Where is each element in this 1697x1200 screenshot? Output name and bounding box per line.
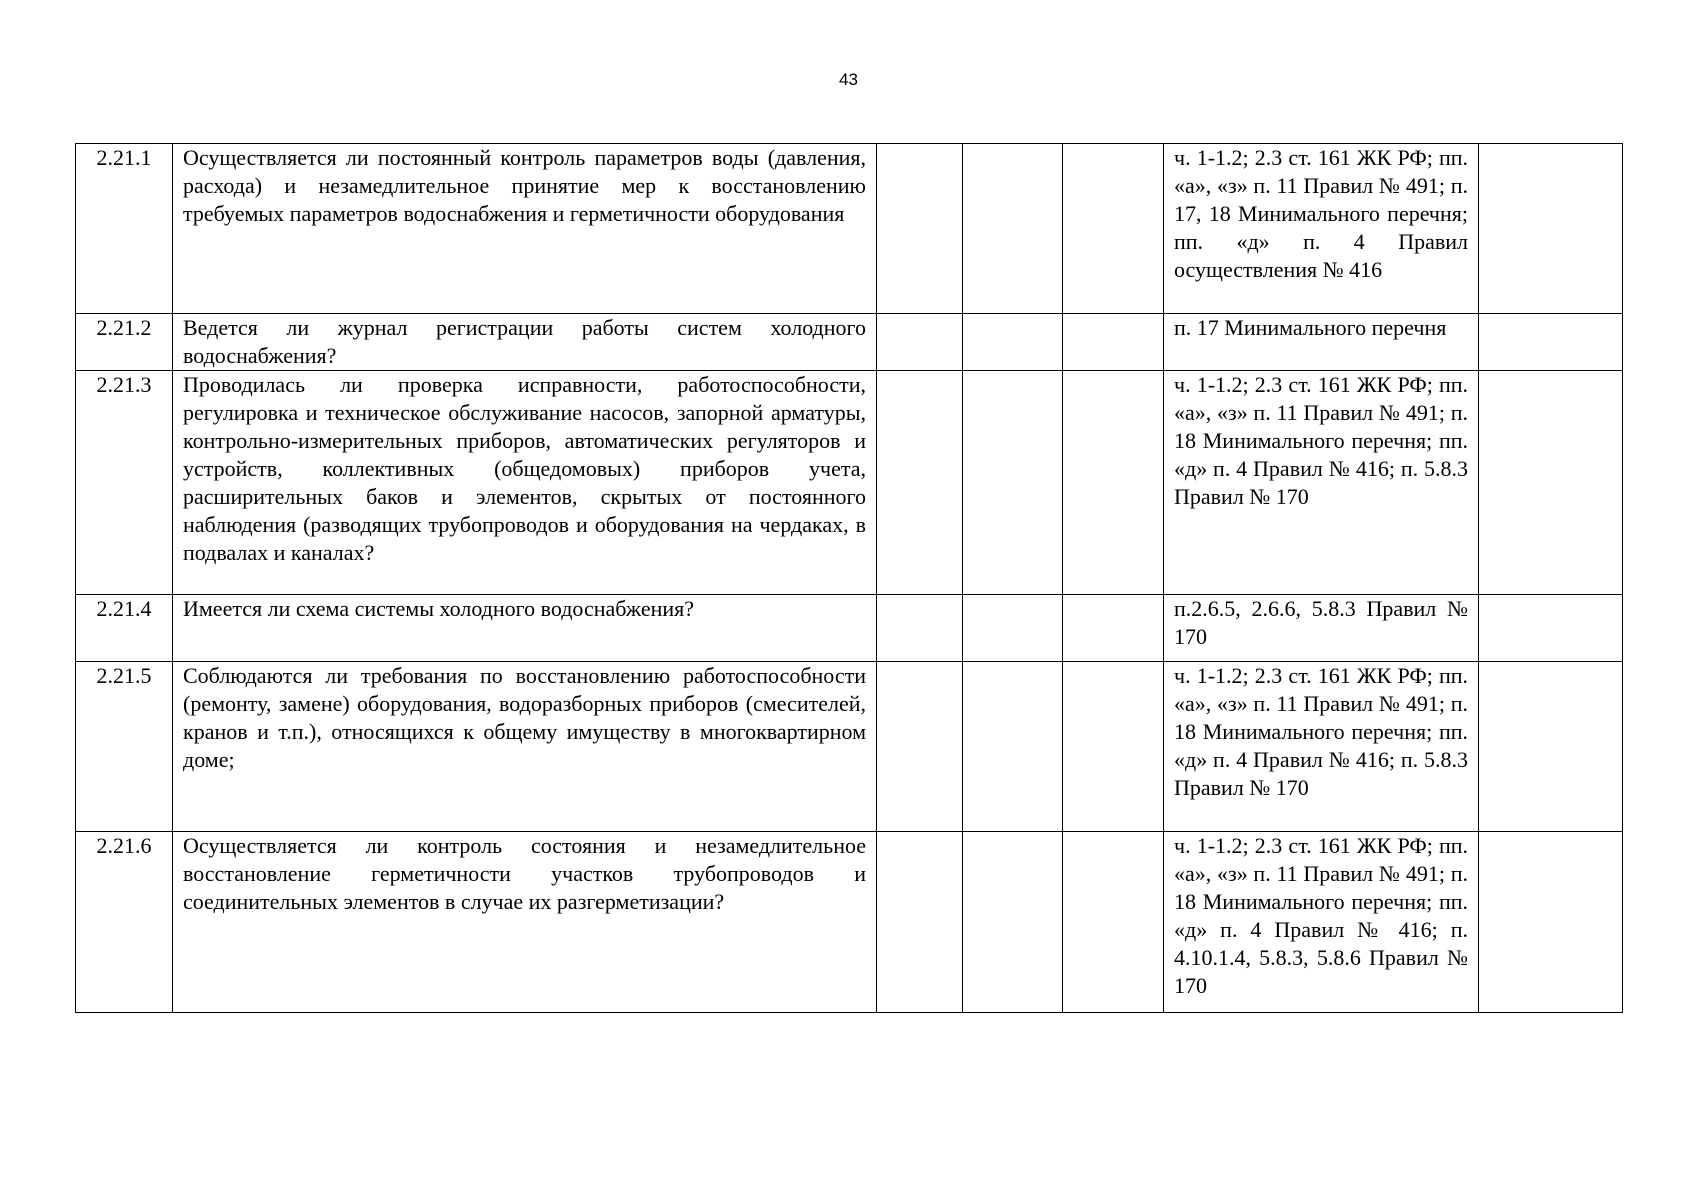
answer-na-cell xyxy=(1063,595,1164,662)
answer-no-cell xyxy=(963,595,1063,662)
table-row xyxy=(76,595,1623,662)
row-number: 2.21.5 xyxy=(76,662,173,832)
legal-reference: п. 17 Минимального перечня xyxy=(1164,314,1479,371)
row-number: 2.21.1 xyxy=(76,144,173,314)
question-text: Ведется ли журнал регистрации работы систем холодного водоснабжения? xyxy=(173,314,877,371)
answer-na-cell xyxy=(1063,832,1164,1013)
table-row xyxy=(76,144,1623,314)
question-text: Осуществляется ли постоянный контроль параметров воды (давления, расхода) и незамедлительное принятие мер к восстановлению требуемых параметров водоснабжения и герметичности оборудования xyxy=(173,144,877,314)
legal-reference: ч. 1-1.2; 2.3 ст. 161 ЖК РФ; пп. «а», «з» п. 11 Правил № 491; п. 18 Минимального перечня; пп. «д» п. 4 Правил № 416; п. 5.8.3 Правил № 170 xyxy=(1164,662,1479,832)
answer-yes-cell xyxy=(877,662,963,832)
legal-reference: ч. 1-1.2; 2.3 ст. 161 ЖК РФ; пп. «а», «з» п. 11 Правил № 491; п. 18 Минимального перечня; пп. «д» п. 4 Правил № 416; п. 5.8.3 Правил № 170 xyxy=(1164,371,1479,595)
note-cell xyxy=(1479,595,1623,662)
answer-yes-cell xyxy=(877,371,963,595)
note-cell xyxy=(1479,314,1623,371)
answer-na-cell xyxy=(1063,314,1164,371)
answer-no-cell xyxy=(963,662,1063,832)
answer-no-cell xyxy=(963,371,1063,595)
note-cell xyxy=(1479,144,1623,314)
legal-reference: ч. 1-1.2; 2.3 ст. 161 ЖК РФ; пп. «а», «з» п. 11 Правил № 491; п. 18 Минимального перечня; пп. «д» п. 4 Правил № 416; п. 4.10.1.4, 5.8.3, 5.8.6 Правил № 170 xyxy=(1164,832,1479,1013)
answer-no-cell xyxy=(963,314,1063,371)
table-row xyxy=(76,314,1623,371)
checklist-table xyxy=(75,143,1623,1013)
question-text: Имеется ли схема системы холодного водоснабжения? xyxy=(173,595,877,662)
answer-na-cell xyxy=(1063,662,1164,832)
answer-no-cell xyxy=(963,144,1063,314)
question-text: Проводилась ли проверка исправности, работоспособности, регулировка и техническое обслуживание насосов, запорной арматуры, контрольно-измерительных приборов, автоматических регуляторов и устройств, коллективных (общедомовых) приборов учета, расширительных баков и элементов, скрытых от постоянного наблюдения (разводящих трубопроводов и оборудования на чердаках, в подвалах и каналах? xyxy=(173,371,877,595)
page-number: 43 xyxy=(839,70,858,89)
row-number: 2.21.6 xyxy=(76,832,173,1013)
legal-reference: п.2.6.5, 2.6.6, 5.8.3 Правил № 170 xyxy=(1164,595,1479,662)
table-row xyxy=(76,662,1623,832)
note-cell xyxy=(1479,662,1623,832)
question-text: Соблюдаются ли требования по восстановлению работоспособности (ремонту, замене) оборудования, водоразборных приборов (смесителей, кранов и т.п.), относящихся к общему имуществу в многоквартирном доме; xyxy=(173,662,877,832)
question-text: Осуществляется ли контроль состояния и незамедлительное восстановление герметичности участков трубопроводов и соединительных элементов в случае их разгерметизации? xyxy=(173,832,877,1013)
answer-no-cell xyxy=(963,832,1063,1013)
answer-na-cell xyxy=(1063,144,1164,314)
note-cell xyxy=(1479,832,1623,1013)
answer-yes-cell xyxy=(877,832,963,1013)
table-row xyxy=(76,371,1623,595)
note-cell xyxy=(1479,371,1623,595)
row-number: 2.21.3 xyxy=(76,371,173,595)
legal-reference: ч. 1-1.2; 2.3 ст. 161 ЖК РФ; пп. «а», «з» п. 11 Правил № 491; п. 17, 18 Минимального перечня; пп. «д» п. 4 Правил осуществления № 416 xyxy=(1164,144,1479,314)
answer-yes-cell xyxy=(877,314,963,371)
answer-na-cell xyxy=(1063,371,1164,595)
row-number: 2.21.4 xyxy=(76,595,173,662)
answer-yes-cell xyxy=(877,144,963,314)
answer-yes-cell xyxy=(877,595,963,662)
row-number: 2.21.2 xyxy=(76,314,173,371)
table-row xyxy=(76,832,1623,1013)
